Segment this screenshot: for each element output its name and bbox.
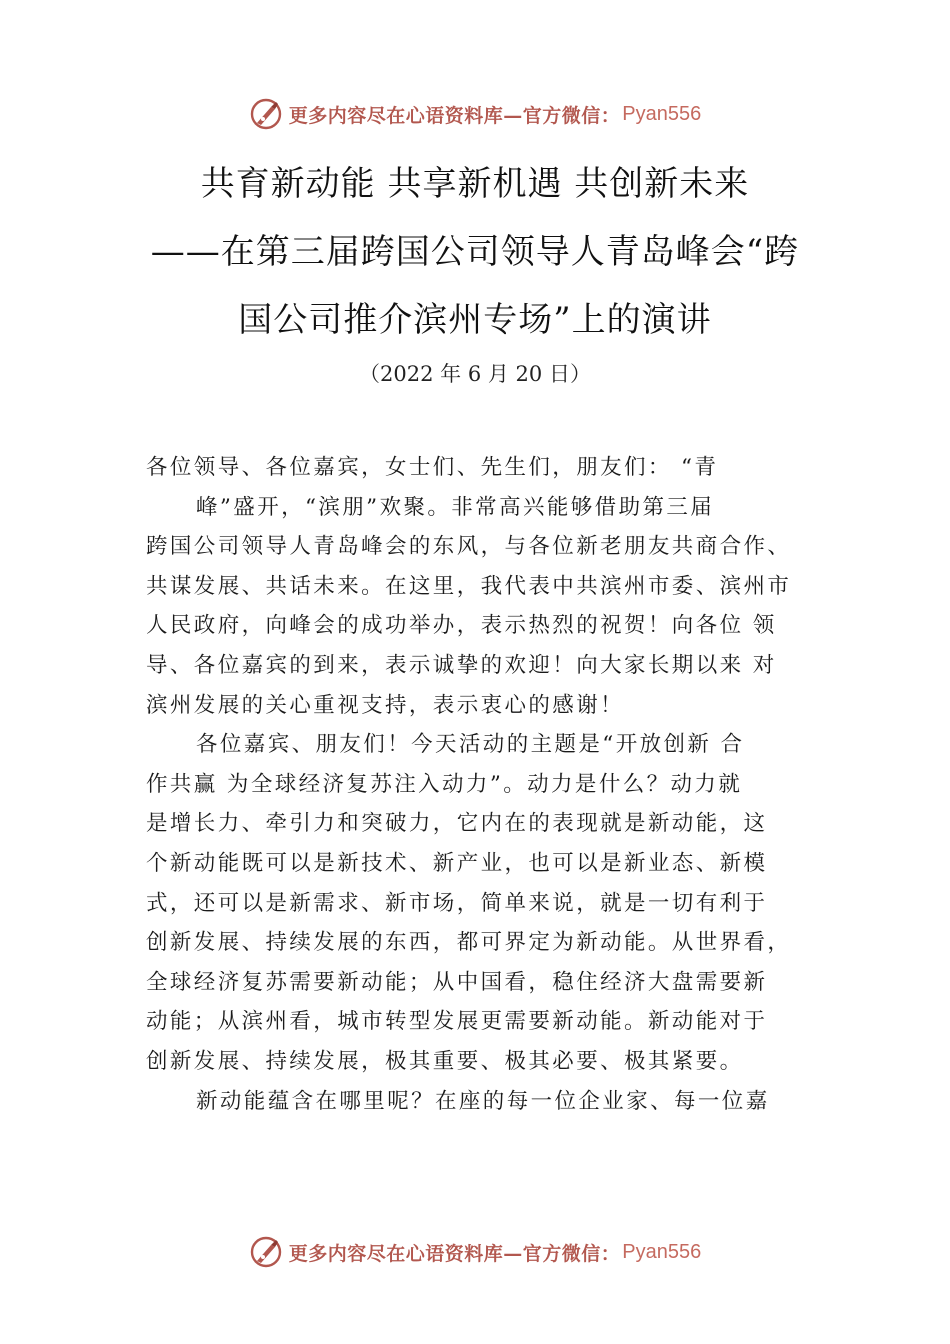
text-line: 作共赢 为全球经济复苏注入动力”。动力是什么？动力就 [146, 771, 743, 797]
title-line-2: ——在第三届跨国公司领导人青岛峰会“跨 [150, 232, 800, 272]
speech-date: （2022 年 6 月 20 日） [359, 362, 591, 386]
document-title [0, 150, 950, 354]
text-line: 全球经济复苏需要新动能；从中国看，稳住经济大盘需要新 [146, 969, 768, 995]
watermark-handle: Pyan556 [622, 102, 702, 125]
header-watermark [0, 94, 950, 134]
text-line: 人民政府，向峰会的成功举办，表示热烈的祝贺！向各位 领 [146, 613, 777, 639]
text-line: 创新发展、持续发展的东西，都可界定为新动能。从世界看， [146, 930, 792, 956]
text-line: 导、各位嘉宾的到来，表示诚挚的欢迎！向大家长期以来 对 [146, 652, 777, 678]
text-line: 各位嘉宾、朋友们！今天活动的主题是“开放创新 合 [196, 732, 745, 758]
text-line: 新动能蕴含在哪里呢？在座的每一位企业家、每一位嘉 [196, 1088, 770, 1114]
text-line: 跨国公司领导人青岛峰会的东风，与各位新老朋友共商合作、 [146, 534, 792, 560]
watermark-text: 更多内容尽在心语资料库—官方微信： [288, 1242, 621, 1265]
text-line: 共谋发展、共话未来。在这里，我代表中共滨州市委、滨州市 [146, 573, 792, 599]
text-line: 是增长力、牵引力和突破力，它内在的表现就是新动能，这 [146, 811, 768, 837]
text-line: 滨州发展的关心重视支持，表示衷心的感谢！ [146, 692, 625, 718]
fountain-pen-logo-icon [249, 1235, 283, 1269]
text-line: 各位领导、各位嘉宾，女士们、先生们，朋友们： “青 [146, 455, 719, 480]
footer-watermark [0, 1232, 950, 1272]
title-line-3: 国公司推介滨州专场”上的演讲 [238, 300, 712, 340]
text-line: 峰”盛开，“滨朋”欢聚。非常高兴能够借助第三届 [196, 494, 715, 520]
title-line-1: 共育新动能 共享新机遇 共创新未来 [200, 164, 750, 204]
text-line: 动能；从滨州看，城市转型发展更需要新动能。新动能对于 [146, 1009, 768, 1035]
watermark-text: 更多内容尽在心语资料库—官方微信： [288, 104, 621, 127]
speech-body [146, 448, 836, 1121]
text-line: 个新动能既可以是新技术、新产业，也可以是新业态、新模 [146, 850, 768, 876]
text-line: 创新发展、持续发展，极其重要、极其必要、极其紧要。 [146, 1048, 744, 1074]
watermark-handle: Pyan556 [622, 1240, 702, 1263]
fountain-pen-logo-icon [249, 97, 283, 131]
text-line: 式，还可以是新需求、新市场，简单来说，就是一切有利于 [146, 890, 768, 916]
